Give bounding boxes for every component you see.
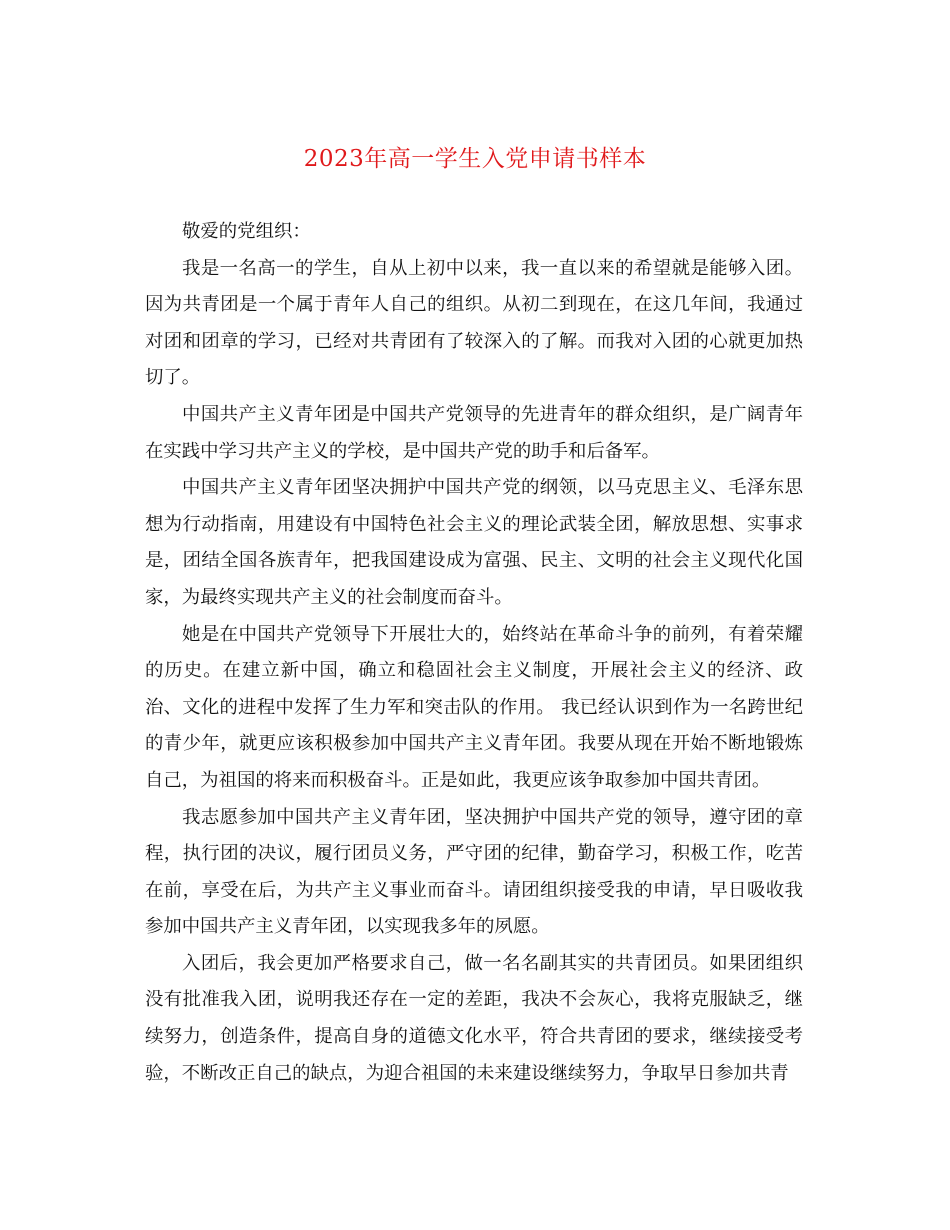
paragraph: 入团后，我会更加严格要求自己，做一名名副其实的共青团员。如果团组织没有批准我入团，说明我还存在一定的差距，我决不会灰心，我将克服缺乏，继续努力，创造条件，提高自身的道德文化水平，符合共青团的要求，继续接受考验，不断改正自己的缺点，为迎合祖国的未来建设继续努力，争取早日参加共青 (145, 952, 803, 1084)
paragraph: 她是在中国共产党领导下开展壮大的，始终站在革命斗争的前列，有着荣耀的历史。在建立新中国，确立和稳固社会主义制度，开展社会主义的经济、政治、文化的进程中发挥了生力军和突击队的作用。 我已经认识到作为一名跨世纪的青少年，就更应该积极参加中国共产主义青年团。我要从现在开始不断地锻炼自己，为祖国的将来而积极奋斗。正是如此，我更应该争取参加中国共青团。 (145, 623, 803, 791)
document-body (145, 214, 803, 1092)
paragraph: 中国共产主义青年团是中国共产党领导的先进青年的群众组织，是广阔青年在实践中学习共产主义的学校，是中国共产党的助手和后备军。 (145, 403, 803, 462)
salutation: 敬爱的党组织： (182, 221, 311, 242)
paragraph: 中国共产主义青年团坚决拥护中国共产党的纲领，以马克思主义、毛泽东思想为行动指南，用建设有中国特色社会主义的理论武装全团，解放思想、实事求是，团结全国各族青年，把我国建设成为富强、民主、文明的社会主义现代化国家，为最终实现共产主义的社会制度而奋斗。 (145, 477, 803, 608)
paragraph: 我志愿参加中国共产主义青年团，坚决拥护中国共产党的领导，遵守团的章程，执行团的决议，履行团员义务，严守团的纪律，勤奋学习，积极工作，吃苦在前，享受在后，为共产主义事业而奋斗。请团组织接受我的申请，早日吸收我参加中国共产主义青年团，以实现我多年的夙愿。 (145, 806, 803, 938)
paragraph: 我是一名高一的学生，自从上初中以来，我一直以来的希望就是能够入团。因为共青团是一个属于青年人自己的组织。从初二到现在，在这几年间，我通过对团和团章的学习，已经对共青团有了较深入的了解。而我对入团的心就更加热切了。 (145, 257, 803, 389)
document-title: 2023年高一学生入党申请书样本 (303, 146, 647, 172)
